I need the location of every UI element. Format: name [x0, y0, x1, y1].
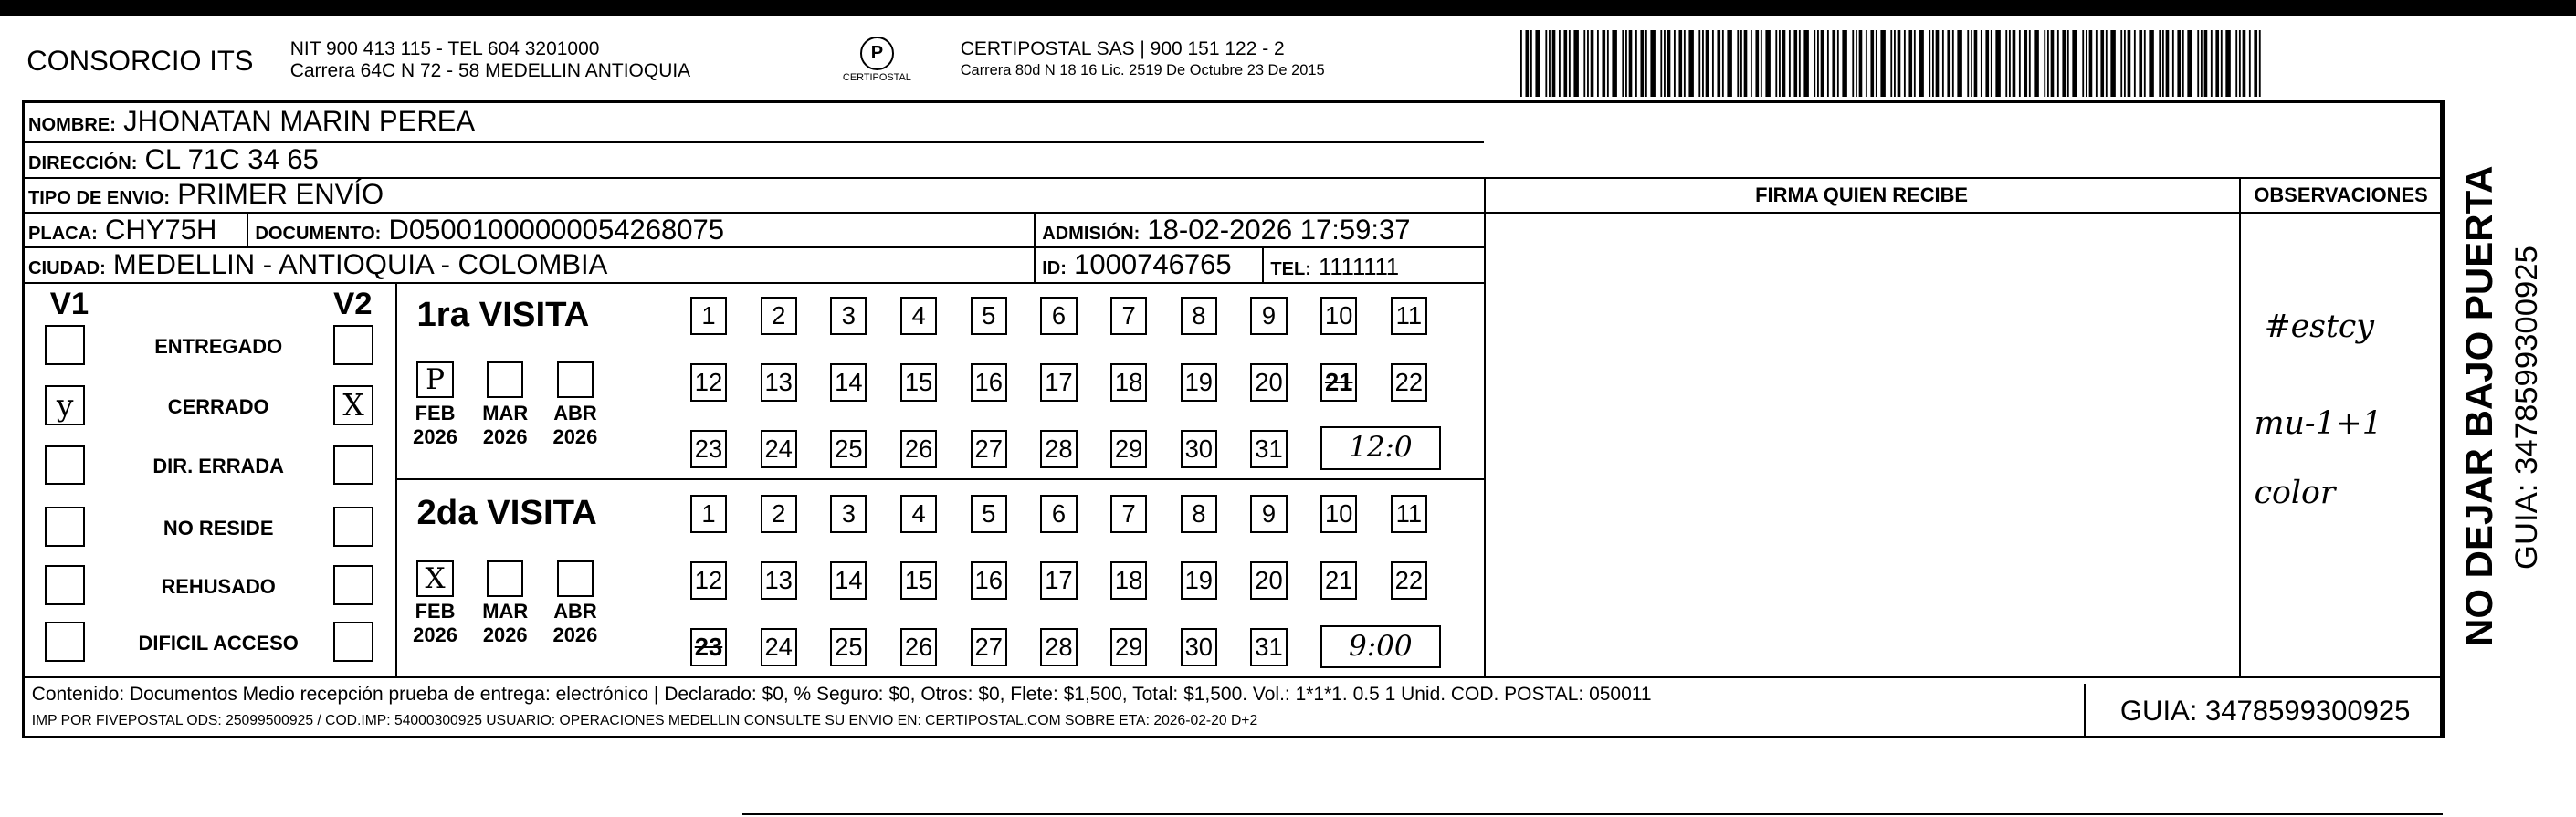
v2-checkbox[interactable]	[333, 565, 373, 605]
day-box[interactable]: 23	[690, 628, 727, 666]
observation-note-3: color	[2254, 475, 2336, 512]
v2-checkbox[interactable]	[333, 507, 373, 547]
direccion-label: DIRECCIÓN:	[28, 153, 138, 174]
month-year: 2026	[552, 424, 598, 448]
observation-note-2: mu-1+1	[2254, 404, 2382, 442]
documento-value: D05001000000054268075	[388, 213, 725, 246]
day-box[interactable]: 19	[1181, 363, 1217, 402]
v1-checkbox[interactable]: y	[45, 385, 85, 425]
month-checkbox[interactable]	[487, 560, 523, 597]
month-year: 2026	[413, 424, 457, 448]
day-box[interactable]: 15	[900, 363, 937, 402]
footer-guia: GUIA: 3478599300925	[2084, 684, 2445, 738]
status-label: CERRADO	[167, 394, 269, 418]
month-name: MAR	[482, 402, 529, 425]
barcode	[1520, 30, 2264, 97]
top-border	[0, 0, 2576, 16]
day-box[interactable]: 9	[1250, 297, 1287, 335]
logo-text: CERTIPOSTAL	[842, 71, 911, 83]
day-box[interactable]: 7	[1110, 297, 1147, 335]
day-box[interactable]: 18	[1110, 561, 1147, 600]
day-box[interactable]: 28	[1040, 430, 1077, 468]
v1-checkbox[interactable]	[45, 325, 85, 365]
day-box[interactable]: 1	[690, 495, 727, 533]
day-box[interactable]: 7	[1110, 495, 1147, 533]
day-box[interactable]: 30	[1181, 430, 1217, 468]
day-box[interactable]: 25	[830, 430, 867, 468]
day-box[interactable]: 26	[900, 628, 937, 666]
day-box[interactable]: 31	[1250, 628, 1287, 666]
month-year: 2026	[552, 623, 598, 646]
row-documento	[255, 214, 724, 246]
month-label	[541, 402, 608, 448]
v2-checkbox[interactable]	[333, 622, 373, 662]
day-box[interactable]: 5	[971, 495, 1007, 533]
month-year: 2026	[413, 623, 457, 646]
day-box[interactable]: 20	[1250, 363, 1287, 402]
day-box[interactable]: 2	[761, 495, 797, 533]
footer-print-line: IMP POR FIVEPOSTAL ODS: 25099500925 / COD.IMP: 54000300925 USUARIO: OPERACIONES MEDELLIN CONSULTE SU ENVIO EN: CERTIPOSTAL.COM SOBRE ETA: 2026-02-20 D+2	[31, 713, 1258, 729]
day-box[interactable]: 21	[1320, 561, 1357, 600]
day-box[interactable]: 24	[761, 628, 797, 666]
day-box[interactable]: 1	[690, 297, 727, 335]
month-year: 2026	[482, 424, 528, 448]
day-box[interactable]: 15	[900, 561, 937, 600]
day-box[interactable]: 29	[1110, 628, 1147, 666]
status-label: DIR. ERRADA	[152, 455, 284, 478]
day-box[interactable]: 17	[1040, 363, 1077, 402]
month-label	[541, 600, 608, 646]
documento-label: DOCUMENTO:	[255, 223, 382, 244]
id-label: ID:	[1042, 258, 1067, 279]
v1-checkbox[interactable]	[45, 507, 85, 547]
tel-value: 1111111	[1319, 254, 1400, 280]
day-box[interactable]: 16	[971, 363, 1007, 402]
month-name: ABR	[553, 600, 597, 623]
visit-title: 2da VISITA	[416, 493, 597, 533]
signature-area[interactable]	[1488, 214, 2238, 676]
status-label: ENTREGADO	[154, 335, 283, 358]
day-box[interactable]: 11	[1391, 495, 1427, 533]
row-nombre	[28, 105, 475, 138]
day-box[interactable]: 12	[690, 561, 727, 600]
day-box[interactable]: 4	[900, 495, 937, 533]
certipostal-logo	[827, 37, 928, 83]
visit-time-box[interactable]: 12:0	[1320, 426, 1440, 469]
month-name: MAR	[482, 600, 529, 623]
nombre-label: NOMBRE:	[28, 115, 116, 136]
day-box[interactable]: 14	[830, 561, 867, 600]
v2-checkbox[interactable]: X	[333, 385, 373, 425]
visit-time-box[interactable]: 9:00	[1320, 625, 1440, 668]
day-box[interactable]: 12	[690, 363, 727, 402]
month-label	[472, 600, 539, 646]
bottom-rule	[742, 813, 2443, 815]
day-box[interactable]: 26	[900, 430, 937, 468]
day-box[interactable]: 6	[1040, 297, 1077, 335]
month-name: FEB	[415, 600, 456, 623]
month-name: ABR	[553, 402, 597, 425]
id-value: 1000746765	[1074, 248, 1232, 281]
side-warning: NO DEJAR BAJO PUERTA	[2457, 166, 2501, 647]
day-box[interactable]: 31	[1250, 430, 1287, 468]
day-box[interactable]: 8	[1181, 495, 1217, 533]
address-line: Carrera 64C N 72 - 58 MEDELLIN ANTIOQUIA	[289, 59, 691, 81]
day-box[interactable]: 14	[830, 363, 867, 402]
month-label	[402, 402, 468, 448]
ciudad-value: MEDELLIN - ANTIOQUIA - COLOMBIA	[112, 248, 608, 281]
visit-title: 1ra VISITA	[416, 295, 590, 335]
day-box[interactable]: 2	[761, 297, 797, 335]
month-year: 2026	[482, 623, 528, 646]
carrier-line: CERTIPOSTAL SAS | 900 151 122 - 2	[960, 37, 1285, 59]
tel-label: TEL:	[1270, 258, 1311, 279]
month-label	[402, 600, 468, 646]
day-box[interactable]: 3	[830, 495, 867, 533]
v1-header: V1	[49, 287, 89, 322]
month-checkbox[interactable]: P	[416, 361, 453, 398]
month-name: FEB	[415, 402, 456, 425]
observaciones-header: OBSERVACIONES	[2254, 183, 2428, 206]
month-checkbox[interactable]	[487, 361, 523, 398]
v2-checkbox[interactable]	[333, 325, 373, 365]
day-box[interactable]: 27	[971, 430, 1007, 468]
day-box[interactable]: 3	[830, 297, 867, 335]
row-placa	[28, 214, 216, 246]
placa-label: PLACA:	[28, 223, 98, 244]
ciudad-label: CIUDAD:	[28, 258, 106, 279]
tipo-label: TIPO DE ENVIO:	[28, 188, 171, 209]
row-tipo-envio	[28, 178, 384, 211]
v2-header: V2	[333, 287, 373, 322]
day-box[interactable]: 22	[1391, 561, 1427, 600]
day-box[interactable]: 6	[1040, 495, 1077, 533]
day-box[interactable]: 24	[761, 430, 797, 468]
month-checkbox[interactable]: X	[416, 560, 453, 597]
day-box[interactable]: 19	[1181, 561, 1217, 600]
day-box[interactable]: 28	[1040, 628, 1077, 666]
month-checkbox[interactable]	[557, 361, 594, 398]
day-box[interactable]: 13	[761, 363, 797, 402]
day-box[interactable]: 18	[1110, 363, 1147, 402]
firma-header: FIRMA QUIEN RECIBE	[1755, 183, 1969, 206]
carrier-license: Carrera 80d N 18 16 Lic. 2519 De Octubre 23 De 2015	[960, 61, 1325, 79]
row-ciudad	[28, 248, 607, 281]
company-name: CONSORCIO ITS	[26, 45, 254, 78]
placa-value: CHY75H	[105, 213, 217, 246]
day-box[interactable]: 20	[1250, 561, 1287, 600]
row-id	[1042, 248, 1231, 281]
day-box[interactable]: 29	[1110, 430, 1147, 468]
nit-line: NIT 900 413 115 - TEL 604 3201000	[289, 37, 600, 59]
day-box[interactable]: 5	[971, 297, 1007, 335]
day-box[interactable]: 21	[1320, 363, 1357, 402]
admision-value: 18-02-2026 17:59:37	[1147, 213, 1411, 246]
day-box[interactable]: 10	[1320, 495, 1357, 533]
day-box[interactable]: 27	[971, 628, 1007, 666]
carrier-info	[961, 38, 1325, 81]
day-box[interactable]: 11	[1391, 297, 1427, 335]
day-box[interactable]: 8	[1181, 297, 1217, 335]
day-box[interactable]: 17	[1040, 561, 1077, 600]
day-box[interactable]: 9	[1250, 495, 1287, 533]
status-label: REHUSADO	[161, 574, 276, 598]
day-box[interactable]: 30	[1181, 628, 1217, 666]
row-tel	[1270, 252, 1399, 282]
company-info	[290, 38, 690, 81]
day-box[interactable]: 13	[761, 561, 797, 600]
status-label: NO RESIDE	[163, 517, 274, 540]
observation-note-1: #estcy	[2264, 308, 2374, 345]
row-direccion	[28, 143, 319, 176]
status-label: DIFICIL ACCESO	[138, 632, 299, 655]
tipo-value: PRIMER ENVÍO	[177, 178, 384, 211]
admision-label: ADMISIÓN:	[1042, 223, 1141, 244]
day-box[interactable]: 4	[900, 297, 937, 335]
day-box[interactable]: 10	[1320, 297, 1357, 335]
logo-circle-icon: P	[860, 37, 894, 70]
row-admision	[1042, 214, 1410, 246]
footer-content-line: Contenido: Documentos Medio recepción prueba de entrega: electrónico | Declarado: $0, % Seguro: $0, Otros: $0, Flete: $1,500, Total: $1,500. Vol.: 1*1*1. 0.5 1 Unid. COD. POSTAL: 050011	[31, 683, 1652, 705]
day-box[interactable]: 22	[1391, 363, 1427, 402]
nombre-value: JHONATAN MARIN PEREA	[123, 105, 476, 138]
v1-checkbox[interactable]	[45, 622, 85, 662]
day-box[interactable]: 16	[971, 561, 1007, 600]
side-guia: GUIA: 3478599300925	[2508, 246, 2544, 571]
month-label	[472, 402, 539, 448]
month-checkbox[interactable]	[557, 560, 594, 597]
v2-checkbox[interactable]	[333, 445, 373, 486]
day-box[interactable]: 23	[690, 430, 727, 468]
v1-checkbox[interactable]	[45, 565, 85, 605]
direccion-value: CL 71C 34 65	[144, 143, 319, 176]
day-box[interactable]: 25	[830, 628, 867, 666]
v1-checkbox[interactable]	[45, 445, 85, 486]
